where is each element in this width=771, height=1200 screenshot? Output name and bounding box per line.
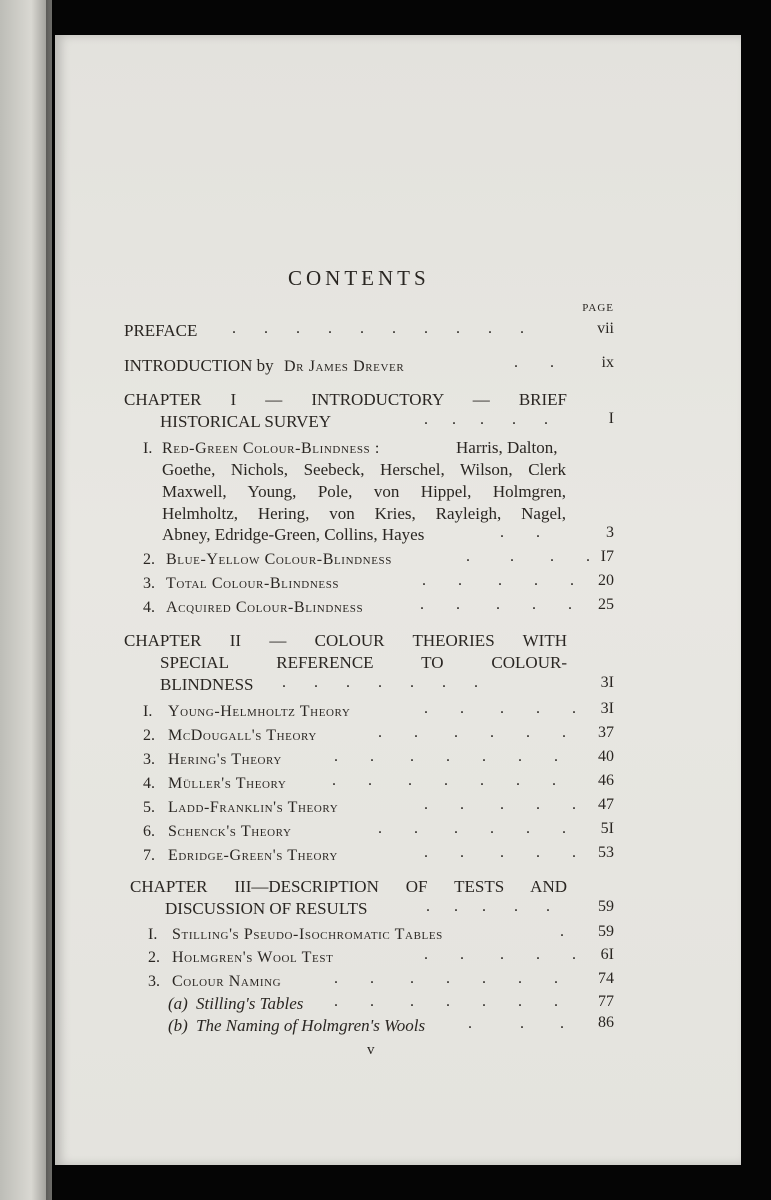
leader-dots: . . [514, 354, 554, 371]
leader-dots: . . . . . . . [334, 748, 558, 765]
entry-text: Goethe, Nichols, Seebeck, Herschel, Wilson, Clerk [162, 460, 566, 479]
page-number: 40 [598, 748, 614, 765]
entry-title: Stilling's Tables [196, 994, 304, 1013]
leader-dots: . . . . . [424, 946, 576, 963]
leader-dots: . . . . . . [378, 820, 566, 837]
entry-label: PREFACE [124, 321, 198, 340]
page-column-heading: PAGE [582, 302, 614, 314]
page-number: 47 [598, 796, 614, 813]
page-number: 59 [598, 898, 614, 915]
page-number: vii [597, 320, 614, 337]
page-number: 25 [598, 596, 614, 613]
entry-title: Stilling's Pseudo-Isochromatic Tables [172, 926, 443, 943]
leader-dots: . . . . . [426, 898, 550, 915]
leader-dots: . . . [468, 1015, 564, 1032]
chapter-heading-line: SPECIAL REFERENCE TO COLOUR- [160, 653, 567, 672]
chapter-heading-line: HISTORICAL SURVEY [160, 412, 332, 431]
chapter-heading-line: CHAPTER III—DESCRIPTION OF TESTS AND [130, 877, 567, 896]
page-number: 3I [600, 700, 614, 717]
entry-title: Acquired Colour-Blindness [166, 599, 364, 616]
entry-title: Edridge-Green's Theory [168, 847, 338, 864]
leader-dots: . . [500, 524, 540, 541]
entry-title: Schenck's Theory [168, 823, 292, 840]
page-number: 20 [598, 572, 614, 589]
entry-number: 5. [143, 799, 155, 816]
chapter-heading-line: BLINDNESS [160, 675, 254, 694]
entry-title: The Naming of Holmgren's Wools [196, 1016, 426, 1035]
page-number: 37 [598, 724, 614, 741]
entry-number: 4. [143, 599, 155, 616]
page-number: 6I [600, 946, 614, 963]
entry-title: Blue-Yellow Colour-Blindness [166, 551, 392, 568]
entry-title: Müller's Theory [168, 775, 287, 792]
leader-dots: . . . . . [420, 596, 572, 613]
leader-dots: . . . . . [424, 411, 548, 428]
leader-dots: . . . . . [422, 572, 574, 589]
entry-number: 3. [143, 751, 155, 768]
page-number: ix [601, 354, 614, 371]
entry-title: Holmgren's Wool Test [172, 949, 334, 966]
entry-number: 2. [143, 551, 155, 568]
leader-dots: . . . . . [424, 796, 576, 813]
chapter-heading-line: DISCUSSION OF RESULTS [165, 899, 368, 918]
entry-title: Young-Helmholtz Theory [168, 703, 351, 720]
leader-dots: . . . . . . . [334, 993, 558, 1010]
leader-dots: . . . . . . . [332, 772, 556, 789]
page-number: 5I [600, 820, 614, 837]
entry-text: Harris, Dalton, [456, 438, 558, 457]
entry-text: Helmholtz, Hering, von Kries, Rayleigh, Nagel, [162, 504, 566, 523]
entry-title: Hering's Theory [168, 751, 282, 768]
entry-number: 2. [148, 949, 160, 966]
page-number: 59 [598, 923, 614, 940]
entry-number: I. [143, 703, 153, 720]
entry-text: Maxwell, Young, Pole, von Hippel, Holmgren, [162, 482, 566, 501]
entry-number: 7. [143, 847, 155, 864]
page-number: 46 [598, 772, 614, 789]
leader-dots: . . . . . . . [334, 970, 558, 987]
entry-number: 6. [143, 823, 155, 840]
leader-dots: . . . . . [424, 844, 576, 861]
leader-dots: . . . . . . [378, 724, 566, 741]
chapter-heading-line: CHAPTER I — INTRODUCTORY — BRIEF [124, 390, 567, 409]
entry-title: Colour Naming [172, 973, 282, 990]
entry-number: 4. [143, 775, 155, 792]
entry-number: (a) [168, 994, 188, 1013]
entry-number: 2. [143, 727, 155, 744]
entry-title: Total Colour-Blindness [166, 575, 340, 592]
entry-label-prefix: INTRODUCTION by [124, 356, 274, 375]
page-number: I7 [600, 548, 614, 565]
leader-dots: . [560, 923, 564, 940]
entry-number: 3. [148, 973, 160, 990]
entry-title: Red-Green Colour-Blindness : [162, 440, 380, 457]
entry-text: Abney, Edridge-Green, Collins, Hayes [162, 525, 425, 544]
leader-dots: . . . . . [424, 700, 576, 717]
page-number: I [608, 410, 614, 427]
leader-dots: . . . . [466, 548, 590, 565]
page-number: 77 [598, 993, 614, 1010]
entry-title: Ladd-Franklin's Theory [168, 799, 339, 816]
page-number: 53 [598, 844, 614, 861]
leader-dots: . . . . . . . . . . [232, 320, 524, 337]
entry-author: Dr James Drever [284, 358, 405, 375]
page-number: 86 [598, 1014, 614, 1031]
chapter-heading-line: CHAPTER II — COLOUR THEORIES WITH [124, 631, 567, 650]
entry-title: McDougall's Theory [168, 727, 317, 744]
leader-dots: . . . . . . . [282, 674, 478, 691]
page-number: 3 [606, 524, 614, 541]
entry-number: 3. [143, 575, 155, 592]
entry-number: I. [148, 926, 158, 943]
entry-number: (b) [168, 1016, 188, 1035]
entry-number: I. [143, 440, 153, 457]
page-number: 3I [600, 674, 614, 691]
page-folio: v [367, 1042, 375, 1058]
facing-page-edge [0, 0, 52, 1200]
page-title: CONTENTS [288, 266, 430, 290]
page-number: 74 [598, 970, 614, 987]
